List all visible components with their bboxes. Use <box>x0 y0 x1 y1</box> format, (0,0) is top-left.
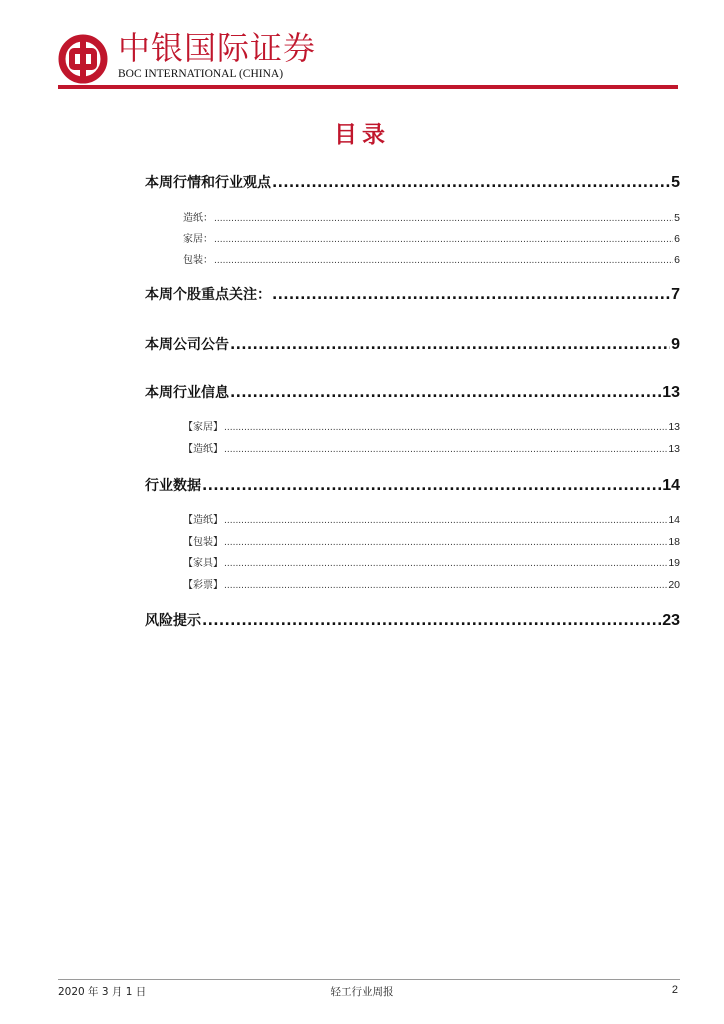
toc-entry-page: 5 <box>671 174 680 191</box>
toc-subentry[interactable] <box>183 251 680 266</box>
toc-dot-leader <box>230 337 670 353</box>
toc-entry[interactable] <box>145 334 680 354</box>
toc-subentry[interactable] <box>183 533 680 548</box>
toc-entry-page: 5 <box>674 212 680 224</box>
toc-dot-leader <box>224 538 667 548</box>
toc-entry[interactable] <box>145 475 680 495</box>
toc-dot-leader <box>272 287 670 303</box>
header-divider <box>58 85 678 89</box>
brand-name-cn: 中银国际证券 <box>118 29 317 67</box>
toc-entry[interactable] <box>145 610 680 630</box>
bank-of-china-logo-icon <box>58 34 108 84</box>
toc-dot-leader <box>224 423 667 433</box>
toc-entry-label: 【彩票】 <box>183 580 223 591</box>
toc-entry-label: 【家具】 <box>183 558 223 569</box>
toc-dot-leader <box>230 385 661 401</box>
toc-subentry[interactable] <box>183 511 680 526</box>
toc-subentry[interactable] <box>183 554 680 569</box>
toc-entry-label: 包装： <box>183 255 213 266</box>
toc-entry-label: 本周个股重点关注： <box>145 287 271 303</box>
toc-entry-page: 23 <box>662 612 680 629</box>
brand-name-en: BOC INTERNATIONAL (CHINA) <box>118 68 284 80</box>
toc-dot-leader <box>214 256 673 266</box>
toc-entry[interactable] <box>145 284 680 304</box>
toc-dot-leader <box>214 235 673 245</box>
toc-entry-label: 本周行情和行业观点 <box>145 175 271 191</box>
footer-date: 2020 年 3 月 1 日 <box>58 986 147 998</box>
toc-dot-leader <box>202 613 661 629</box>
toc-entry-page: 19 <box>668 557 680 569</box>
toc-entry-page: 14 <box>662 477 680 494</box>
toc-dot-leader <box>224 581 667 591</box>
toc-dot-leader <box>224 516 667 526</box>
toc-entry-label: 家居： <box>183 234 213 245</box>
toc-entry-label: 本周行业信息 <box>145 385 229 401</box>
toc-subentry[interactable] <box>183 440 680 455</box>
toc-entry-label: 风险提示 <box>145 613 201 629</box>
toc-subentry[interactable] <box>183 418 680 433</box>
toc-entry-page: 13 <box>668 443 680 455</box>
toc-dot-leader <box>202 478 661 494</box>
toc-entry-label: 【家居】 <box>183 422 223 433</box>
toc-dot-leader <box>224 559 667 569</box>
toc-subentry[interactable] <box>183 576 680 591</box>
toc-title: 目录 <box>334 122 390 148</box>
footer-divider <box>58 979 680 980</box>
toc-entry-page: 7 <box>671 286 680 303</box>
toc-entry-page: 9 <box>671 336 680 353</box>
toc-entry-page: 6 <box>674 233 680 245</box>
toc-entry-page: 18 <box>668 536 680 548</box>
toc-entry-label: 造纸： <box>183 213 213 224</box>
toc-entry-label: 【造纸】 <box>183 444 223 455</box>
toc-entry-page: 6 <box>674 254 680 266</box>
toc-dot-leader <box>214 214 673 224</box>
toc-entry-page: 20 <box>668 579 680 591</box>
toc-entry-label: 行业数据 <box>145 478 201 494</box>
toc-entry-page: 13 <box>662 384 680 401</box>
toc-entry-label: 本周公司公告 <box>145 337 229 353</box>
toc-entry-label: 【包装】 <box>183 537 223 548</box>
toc-entry-label: 【造纸】 <box>183 515 223 526</box>
toc-dot-leader <box>272 175 670 191</box>
footer-report-type: 轻工行业周报 <box>330 986 394 998</box>
toc-entry-page: 13 <box>668 421 680 433</box>
toc-entry[interactable] <box>145 382 680 402</box>
toc-entry[interactable] <box>145 172 680 192</box>
footer-page-number: 2 <box>671 984 678 996</box>
toc-entry-page: 14 <box>668 514 680 526</box>
toc-subentry[interactable] <box>183 230 680 245</box>
toc-subentry[interactable] <box>183 209 680 224</box>
toc-dot-leader <box>224 445 667 455</box>
